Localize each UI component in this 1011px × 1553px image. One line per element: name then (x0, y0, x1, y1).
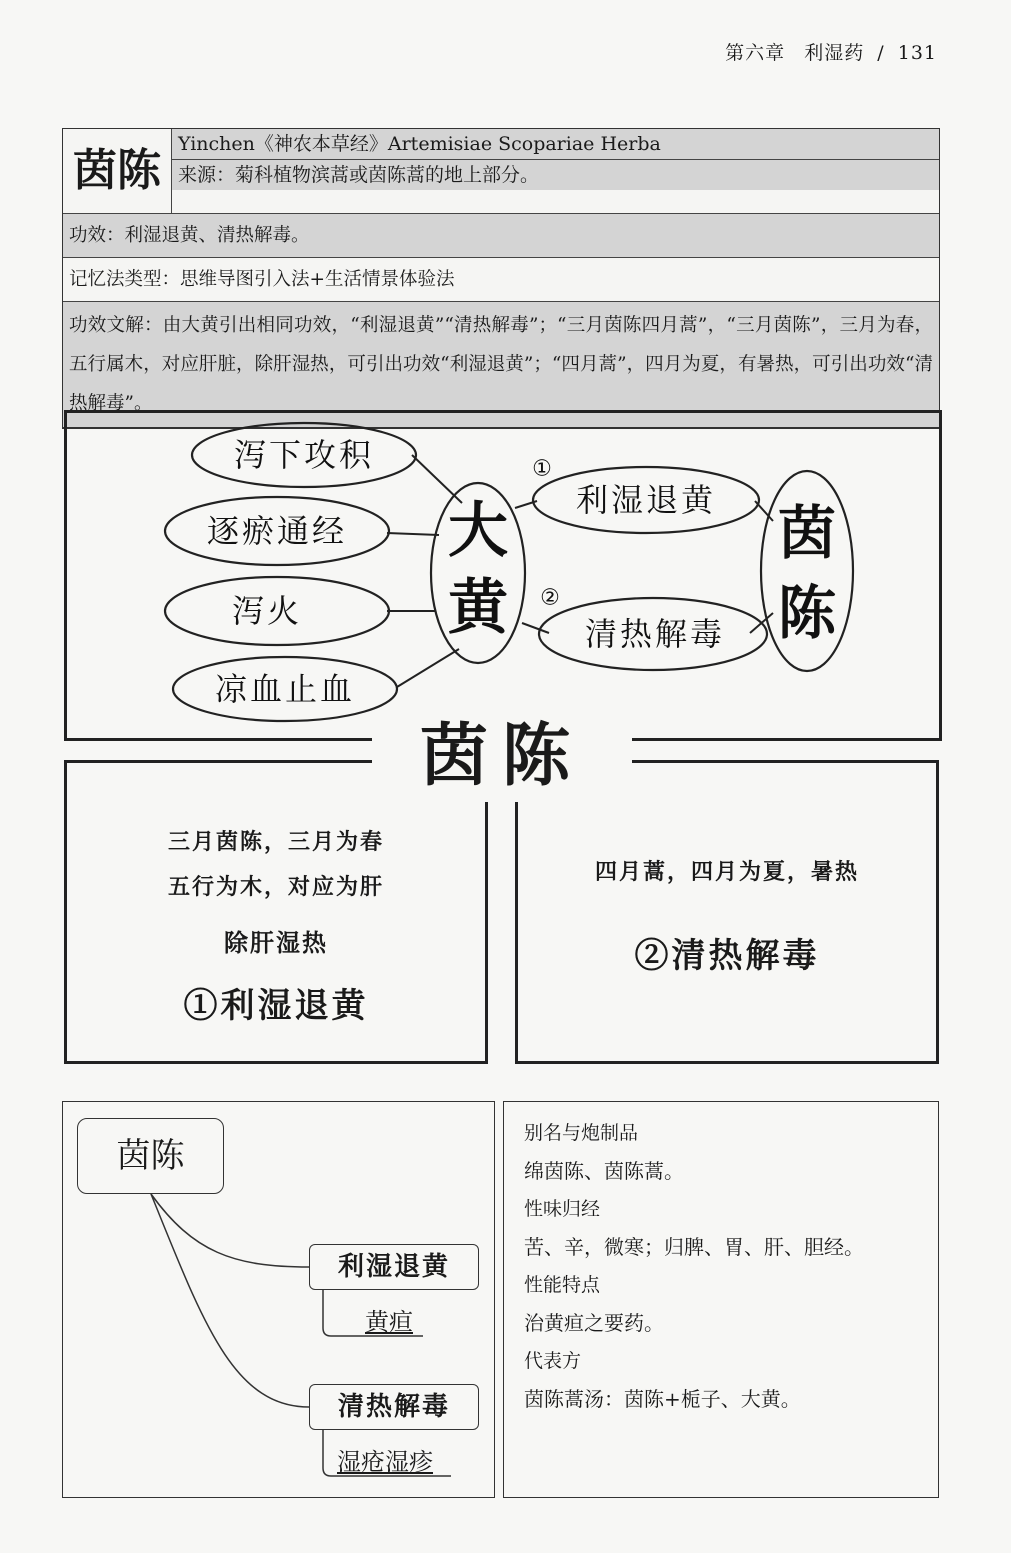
mind-map-left-item: 泻下攻积 (233, 436, 375, 474)
panel-left-line2: 五行为木，对应为肝 (167, 874, 384, 900)
tree-branch: 利湿退黄 (309, 1244, 479, 1290)
tree-root: 茵陈 (77, 1118, 224, 1194)
panel-left-result: ①利湿退黄 (183, 986, 369, 1026)
herb-source: 来源：菊科植物滨蒿或茵陈蒿的地上部分。 (172, 160, 939, 190)
mind-map-shared-effect: 利湿退黄 (575, 481, 717, 519)
chapter-label: 第六章 (725, 42, 786, 64)
mind-map-left-item: 泻火 (231, 592, 303, 630)
mind-map-center-top: 大 (448, 496, 508, 566)
panel-spring (64, 760, 488, 1064)
efficacy-tree-panel (62, 1101, 495, 1498)
panel-right-result: ②清热解毒 (634, 936, 820, 976)
feature-title: 性能特点 (524, 1274, 601, 1296)
header-divider: / (877, 42, 885, 64)
mind-map-right-bottom: 陈 (777, 579, 837, 647)
tree-branch: 清热解毒 (309, 1384, 479, 1430)
mind-map-diagram (67, 413, 939, 738)
panel-left-line1: 三月茵陈，三月为春 (167, 829, 384, 855)
mind-map-num: ① (532, 456, 552, 482)
alias-text: 绵茵陈、茵陈蒿。 (524, 1159, 684, 1183)
herb-meta (172, 129, 939, 213)
herb-explanation: 功效文解：由大黄引出相同功效，“利湿退黄”“清热解毒”；“三月茵陈四月蒿”，“三月茵陈”，三月为春，五行属木，对应肝脏，除肝湿热，可引出功效“利湿退黄”；“四月蒿”，四月为夏，有暑热，可引出功效“清热解毒”。 (63, 301, 939, 427)
mind-map-panel (64, 410, 942, 741)
page-number: 131 (897, 42, 937, 64)
formula-title: 代表方 (524, 1350, 582, 1372)
herb-efficacy: 功效：利湿退黄、清热解毒。 (63, 213, 939, 257)
mind-map-shared-effect: 清热解毒 (584, 615, 726, 653)
herb-info-table (62, 128, 940, 429)
panel-right-line1: 四月蒿，四月为夏，暑热 (594, 859, 859, 885)
mind-map-center-bottom: 黄 (448, 573, 508, 643)
tree-leaf: 黄疸 (365, 1308, 413, 1336)
panel-left-line3: 除肝湿热 (224, 928, 328, 957)
section-big-title: 茵陈 (372, 712, 632, 802)
herb-memory-type: 记忆法类型：思维导图引入法+生活情景体验法 (63, 257, 939, 301)
nature-text: 苦、辛，微寒；归脾、胃、肝、胆经。 (524, 1235, 864, 1259)
herb-title-row (63, 129, 939, 213)
nature-title: 性味归经 (524, 1198, 601, 1220)
herb-latin-line: Yinchen《神农本草经》Artemisiae Scopariae Herba (172, 129, 939, 160)
mind-map-right-top: 茵 (777, 499, 837, 567)
mind-map-num: ② (540, 585, 560, 611)
mind-map-left-item: 凉血止血 (214, 670, 356, 708)
herb-name: 茵陈 (63, 129, 172, 213)
panel-summer (515, 760, 939, 1064)
alias-title: 别名与炮制品 (524, 1122, 639, 1144)
page-header (725, 38, 937, 65)
mind-map-left-item: 逐瘀通经 (206, 512, 348, 550)
feature-text: 治黄疸之要药。 (524, 1311, 664, 1335)
formula-text: 茵陈蒿汤：茵陈+栀子、大黄。 (524, 1387, 801, 1411)
section-label: 利湿药 (804, 42, 865, 64)
details-panel (503, 1101, 939, 1498)
tree-leaf: 湿疮湿疹 (337, 1448, 433, 1476)
